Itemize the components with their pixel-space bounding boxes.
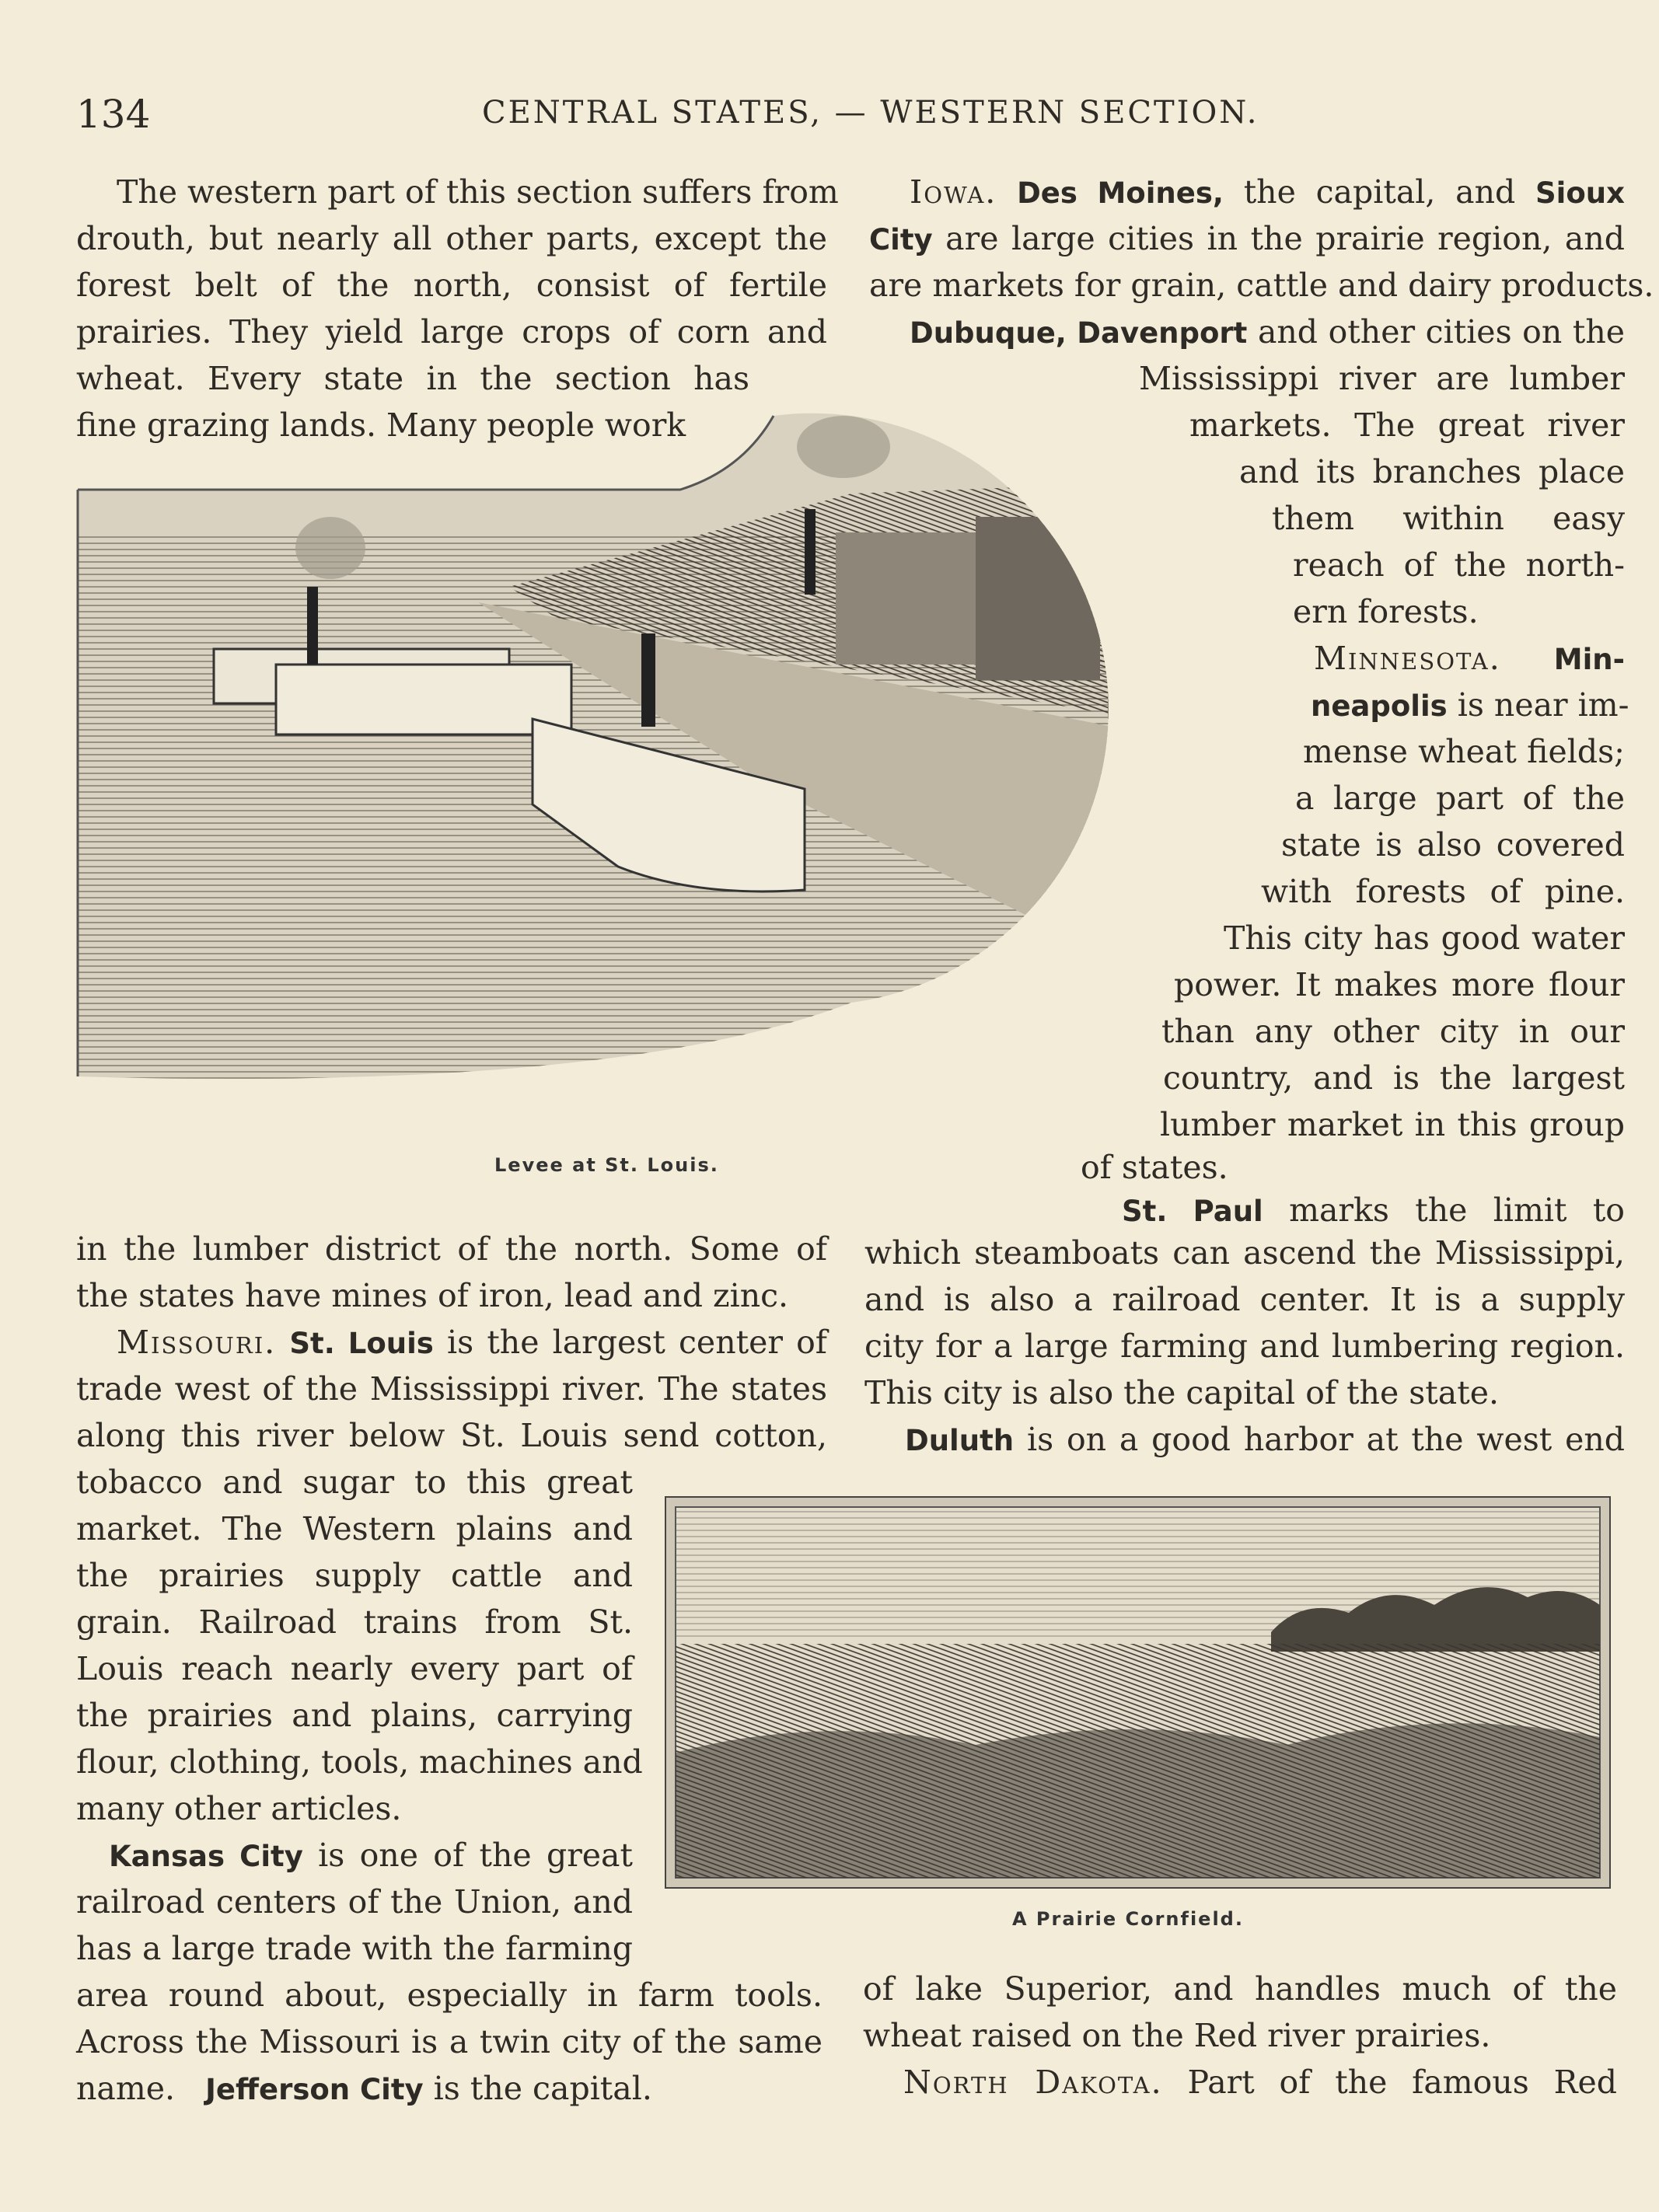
sioux-bold: Sioux	[1535, 176, 1625, 210]
kansas-paragraph-start: Kansas City is one of the great	[109, 1837, 633, 1874]
kansas-last-line: name. Jefferson City is the capital.	[76, 2070, 652, 2107]
dubuque-davenport-bold: Dubuque, Davenport	[910, 316, 1248, 350]
text-line: and is also a railroad center. It is a supply	[864, 1281, 1625, 1318]
kansas-city-bold: Kansas City	[109, 1840, 303, 1873]
text-line: reach of the north-	[1293, 546, 1625, 584]
text-line: the prairies supply cattle and	[76, 1557, 633, 1594]
minnesota-paragraph-start	[1314, 636, 1625, 681]
text-line: area round about, especially in farm tools.	[76, 1976, 823, 2014]
text-line: tobacco and sugar to this great	[76, 1464, 633, 1501]
city-bold: City	[869, 223, 933, 256]
text-line: trade west of the Mississippi river. The states	[76, 1370, 827, 1408]
text-line: Mississippi river are lumber	[1139, 360, 1625, 397]
levee-illustration	[74, 354, 1287, 1100]
text-line: power. It makes more flour	[1174, 966, 1625, 1003]
page-number: 134	[76, 92, 151, 137]
cornfield-caption: A Prairie Cornfield.	[1012, 1908, 1244, 1930]
jefferson-city-bold: Jefferson City	[205, 2073, 424, 2106]
text-line: The western part of this section suffers from	[117, 173, 839, 211]
text-line: than any other city in our	[1161, 1013, 1625, 1050]
text-line: mense wheat fields;	[1303, 733, 1625, 770]
north-dakota-paragraph-start: North Dakota. Part of the famous Red	[903, 2064, 1617, 2101]
text-line: with forests of pine.	[1261, 873, 1625, 910]
text-line: in the lumber district of the north. Some of	[76, 1230, 827, 1268]
text-line: city for a large farming and lumbering region.	[864, 1328, 1625, 1365]
text-line: state is also covered	[1281, 826, 1625, 864]
running-head: CENTRAL STATES, — WESTERN SECTION.	[482, 95, 1259, 131]
minnesota-heading: Minnesota.	[1314, 640, 1501, 677]
text-line: Across the Missouri is a twin city of the same	[76, 2023, 823, 2060]
text-line: the states have mines of iron, lead and zinc.	[76, 1277, 789, 1314]
minneapolis-bold-part1: Min-	[1553, 643, 1625, 676]
text-line: lumber market in this group	[1160, 1106, 1625, 1143]
text-line: wheat. Every state in the section has	[76, 360, 749, 397]
text-line: and its branches place	[1239, 453, 1625, 490]
missouri-paragraph-start: Missouri. St. Louis is the largest center of	[117, 1324, 827, 1361]
text-line: grain. Railroad trains from St.	[76, 1603, 633, 1641]
text-line: are markets for grain, cattle and dairy products.	[869, 267, 1654, 304]
text-line: wheat raised on the Red river prairies.	[863, 2017, 1491, 2054]
text-line: drouth, but nearly all other parts, except the	[76, 220, 827, 257]
text-line: many other articles.	[76, 1790, 402, 1827]
text-line: the prairies and plains, carrying	[76, 1697, 633, 1734]
st-louis-bold: St. Louis	[289, 1327, 434, 1360]
des-moines-bold: Des Moines,	[1017, 176, 1224, 210]
text-line: prairies. They yield large crops of corn and	[76, 313, 827, 351]
text-line: railroad centers of the Union, and	[76, 1883, 633, 1921]
text-line: fine grazing lands. Many people work	[76, 406, 686, 444]
text-line: forest belt of the north, consist of fertile	[76, 267, 827, 304]
text-line: of lake Superior, and handles much of the	[863, 1970, 1617, 2008]
minnesota-line-2: neapolis is near im-	[1311, 686, 1629, 724]
text-line: them within easy	[1272, 500, 1625, 537]
text-line: markets. The great river	[1189, 406, 1625, 444]
text-line: of states.	[1081, 1149, 1228, 1186]
levee-caption: Levee at St. Louis.	[494, 1154, 719, 1176]
iowa-paragraph-start: Iowa. Des Moines, the capital, and Sioux	[910, 173, 1625, 211]
text-line: This city has good water	[1224, 919, 1625, 957]
text-line: country, and is the largest	[1163, 1059, 1625, 1097]
duluth-paragraph-start: Duluth is on a good harbor at the west end	[905, 1421, 1625, 1458]
minneapolis-bold-part2: neapolis	[1311, 689, 1448, 723]
north-dakota-heading: North Dakota.	[903, 2064, 1163, 2101]
iowa-line-4: Dubuque, Davenport and other cities on the	[910, 313, 1625, 351]
text-line: has a large trade with the farming	[76, 1930, 633, 1967]
text-line: along this river below St. Louis send cotton,	[76, 1417, 827, 1454]
iowa-line-2: City are large cities in the prairie region, and	[869, 220, 1625, 257]
text-line: Louis reach nearly every part of	[76, 1650, 633, 1687]
text-line: This city is also the capital of the state.	[864, 1374, 1499, 1411]
text-line: flour, clothing, tools, machines and	[76, 1743, 643, 1781]
stpaul-paragraph-start: St. Paul marks the limit to	[1122, 1191, 1625, 1229]
text-line: ern forests.	[1293, 593, 1479, 630]
iowa-heading: Iowa.	[910, 173, 997, 211]
cornfield-illustration	[665, 1496, 1611, 1889]
text-line: a large part of the	[1295, 780, 1625, 817]
text-line: which steamboats can ascend the Mississippi,	[864, 1234, 1625, 1272]
text-line: market. The Western plains and	[76, 1510, 633, 1547]
st-paul-bold: St. Paul	[1122, 1195, 1263, 1228]
duluth-bold: Duluth	[905, 1424, 1015, 1457]
missouri-heading: Missouri.	[117, 1324, 277, 1361]
